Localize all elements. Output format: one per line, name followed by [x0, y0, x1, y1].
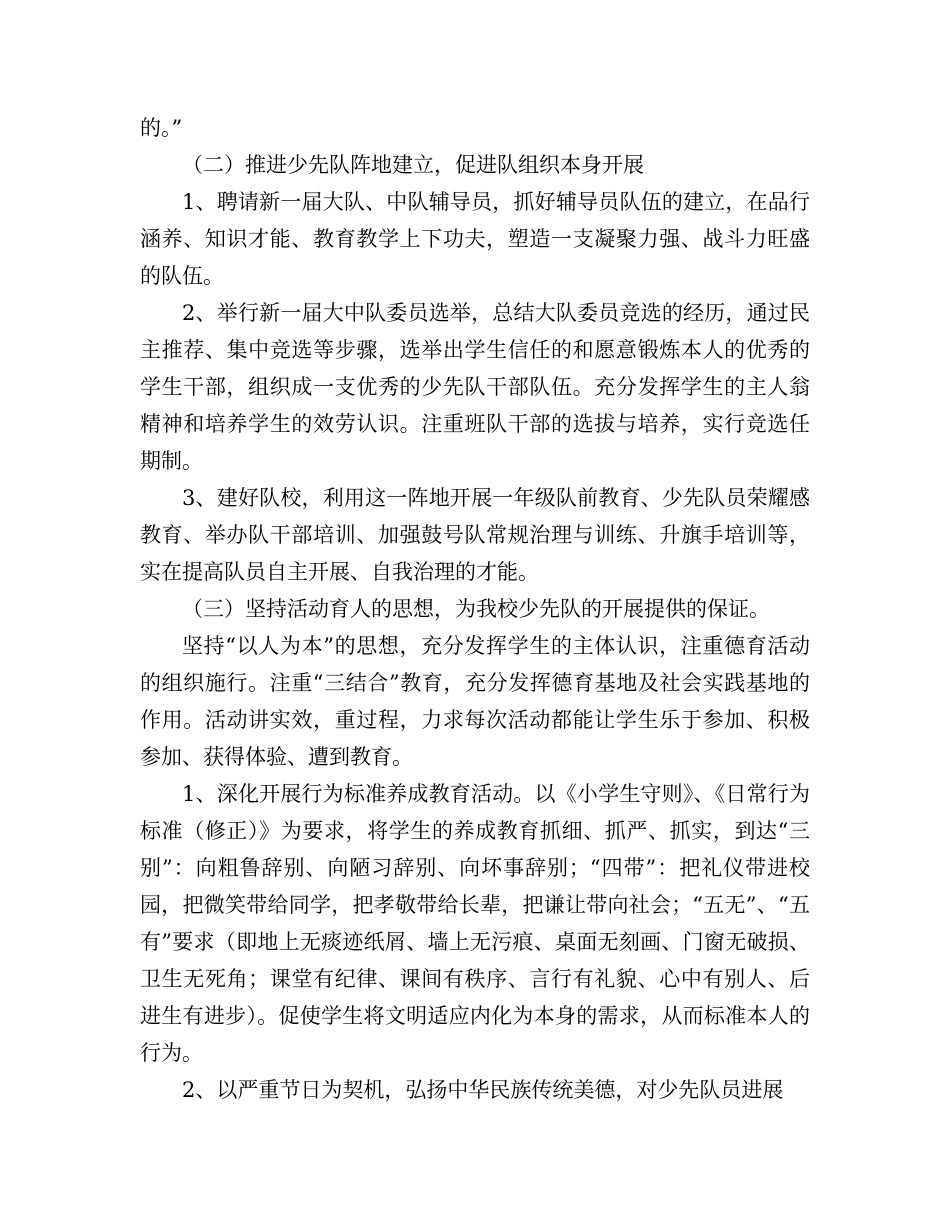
section-heading: （三）坚持活动育人的思想，为我校少先队的开展提供的保证。: [182, 597, 770, 621]
paragraph: 2、举行新一届大中队委员选举，总结大队委员竞选的经历，通过民主推荐、集中竞选等步骤，选举出学生信任的和愿意锻炼本人的优秀的学生干部，组织成一支优秀的少先队干部队伍。充分发挥学生的主人翁精神和培养学生的效劳认识。注重班队干部的选拔与培养，实行竞选任期制。: [140, 301, 810, 473]
paragraph: 2、以严重节日为契机，弘扬中华民族传统美德，对少先队员进展: [182, 1078, 784, 1102]
document-body: [140, 110, 810, 1109]
paragraph: 3、建好队校，利用这一阵地开展一年级队前教育、少先队员荣耀感教育、举办队干部培训、加强鼓号队常规治理与训练、升旗手培训等，实在提高队员自主开展、自我治理的才能。: [140, 486, 810, 584]
paragraph: 坚持“以人为本”的思想，充分发挥学生的主体认识，注重德育活动的组织施行。注重“三结合”教育，充分发挥德育基地及社会实践基地的作用。活动讲实效，重过程，力求每次活动都能让学生乐于参加、积极参加、获得体验、遭到教育。: [140, 634, 810, 769]
paragraph: 的。”: [140, 116, 183, 140]
paragraph: 1、深化开展行为标准养成教育活动。以《小学生守则》、《日常行为标准（修正）》为要求，将学生的养成教育抓细、抓严、抓实，到达“三别”：向粗鲁辞别、向陋习辞别、向坏事辞别；“四带”：把礼仪带进校园，把微笑带给同学，把孝敬带给长辈，把谦让带向社会；“五无”、“五有”要求（即地上无痰迹纸屑、墙上无污痕、桌面无刻画、门窗无破损、卫生无死角；课堂有纪律、课间有秩序、言行有礼貌、心中有别人、后进生有进步）。促使学生将文明适应内化为本身的需求，从而标准本人的行为。: [140, 782, 810, 1065]
section-heading: （二）推进少先队阵地建立，促进队组织本身开展: [182, 153, 644, 177]
paragraph: 1、聘请新一届大队、中队辅导员，抓好辅导员队伍的建立，在品行涵养、知识才能、教育教学上下功夫，塑造一支凝聚力强、战斗力旺盛的队伍。: [140, 190, 810, 288]
